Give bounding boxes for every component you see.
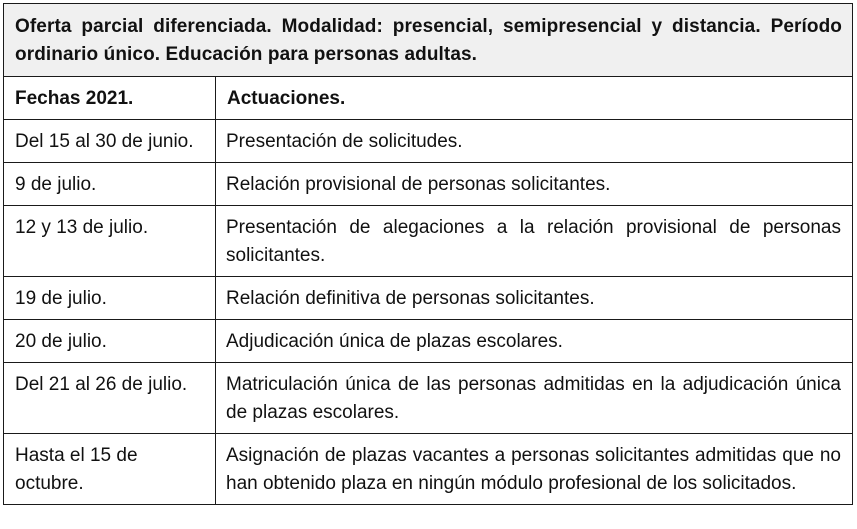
table-row [4,277,853,320]
row-date: 9 de julio. [4,163,216,206]
table-row [4,120,853,163]
table-row [4,320,853,363]
row-action: Relación provisional de personas solicitantes. [216,163,853,206]
table-title-row [4,4,853,77]
row-date: 12 y 13 de julio. [4,206,216,277]
header-actions: Actuaciones. [216,77,853,120]
schedule-table [3,3,853,505]
row-action: Presentación de solicitudes. [216,120,853,163]
row-action: Presentación de alegaciones a la relación provisional de personas solicitantes. [216,206,853,277]
table-row [4,363,853,434]
row-action: Relación definitiva de personas solicitantes. [216,277,853,320]
table-header-row [4,77,853,120]
row-date: 19 de julio. [4,277,216,320]
row-date: 20 de julio. [4,320,216,363]
row-date: Hasta el 15 de octubre. [4,434,216,505]
row-date: Del 21 al 26 de julio. [4,363,216,434]
row-date: Del 15 al 30 de junio. [4,120,216,163]
table-row [4,434,853,505]
table-row [4,163,853,206]
table-row [4,206,853,277]
row-action: Matriculación única de las personas admitidas en la adjudicación única de plazas escolares. [216,363,853,434]
row-action: Asignación de plazas vacantes a personas solicitantes admitidas que no han obtenido plaza en ningún módulo profesional de los solicitados. [216,434,853,505]
table-title: Oferta parcial diferenciada. Modalidad: presencial, semipresencial y distancia. Período ordinario único. Educación para personas adultas. [4,4,853,77]
row-action: Adjudicación única de plazas escolares. [216,320,853,363]
header-dates: Fechas 2021. [4,77,216,120]
